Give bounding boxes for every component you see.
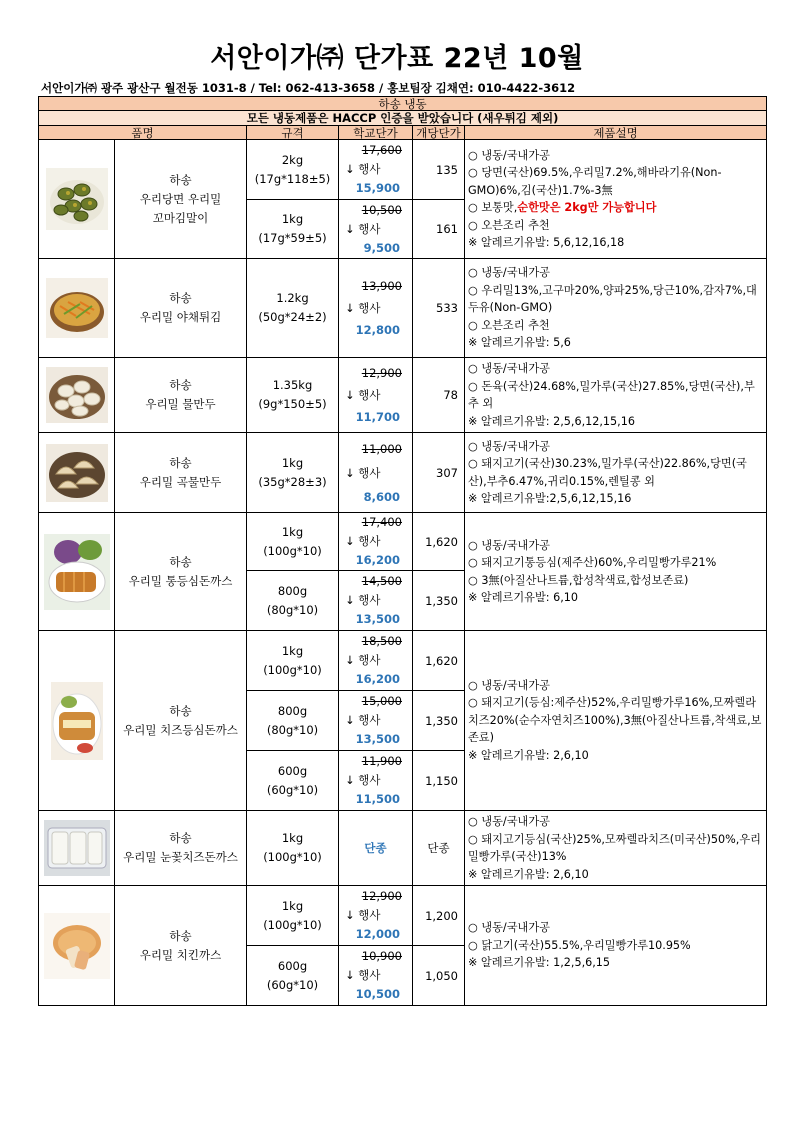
- event-price: 13,500: [355, 612, 400, 626]
- event-label: ↓ 행사: [345, 713, 381, 727]
- spec-cell: 1kg (100g*10): [247, 513, 339, 571]
- school-price-cell: [339, 571, 413, 631]
- product-image: [39, 631, 115, 811]
- product-image: [39, 513, 115, 631]
- header-unit-price: 개당단가: [413, 126, 465, 140]
- spec-cell: 1kg (100g*10): [247, 631, 339, 691]
- page-title: 서안이가㈜ 단가표 22년 10월: [210, 43, 584, 74]
- event-price: 16,200: [355, 553, 400, 567]
- product-brand: 하송: [169, 928, 192, 943]
- spec-cell: 1kg (35g*28±3): [247, 433, 339, 513]
- product-image: [39, 811, 115, 886]
- spec-cell: 1kg (100g*10): [247, 886, 339, 946]
- spec-cell: 2kg (17g*118±5): [247, 140, 339, 200]
- table-row: [39, 433, 767, 513]
- school-price-cell: [339, 886, 413, 946]
- vegetable-fritter-image: [46, 278, 108, 338]
- spec-cell: 1.35kg (9g*150±5): [247, 358, 339, 433]
- old-price: 17,600: [361, 143, 402, 157]
- dumpling-image: [46, 367, 108, 423]
- old-price: 18,500: [361, 634, 402, 648]
- table-row: [39, 811, 767, 886]
- product-image: [39, 259, 115, 358]
- event-label: ↓ 행사: [345, 388, 381, 402]
- product-description: ○ 냉동/국내가공 ○ 돈육(국산)24.68%,밀가루(국산)27.85%,당면(국산),부추 외 ※ 알레르기유발: 2,5,6,12,15,16: [465, 358, 767, 433]
- event-price: 15,900: [355, 181, 400, 195]
- spec-cell: 600g (60g*10): [247, 751, 339, 811]
- product-description: ○ 냉동/국내가공 ○ 돼지고기통등심(제주산)60%,우리밀빵가루21% ○ 3無(아질산나트륨,합성착색료,합성보존료) ※ 알레르기유발: 6,10: [465, 513, 767, 631]
- table-row: [39, 886, 767, 946]
- product-name: 우리밀 야채튀김: [139, 310, 222, 324]
- table-row: [39, 259, 767, 358]
- event-label: ↓ 행사: [345, 593, 381, 607]
- table-row: [39, 140, 767, 200]
- event-price: 12,800: [355, 323, 400, 337]
- school-price-cell: [339, 259, 413, 358]
- product-brand: 하송: [169, 378, 192, 392]
- school-price-cell: [339, 751, 413, 811]
- product-description: ○ 냉동/국내가공 ○ 우리밀13%,고구마20%,양파25%,당근10%,감자7%,대두유(Non-GMO) ○ 오븐조리 추천 ※ 알레르기유발: 5,6: [465, 259, 767, 358]
- pork-cutlet-image: [44, 534, 110, 610]
- product-name: 우리당면 우리밀: [139, 191, 222, 206]
- unit-price: 1,350: [413, 691, 465, 751]
- product-brand: 하송: [169, 554, 192, 569]
- event-label: ↓ 행사: [345, 162, 381, 176]
- header-name: 품명: [39, 126, 247, 140]
- spec-cell: 600g (60g*10): [247, 946, 339, 1006]
- spec-cell: 1.2kg (50g*24±2): [247, 259, 339, 358]
- unit-price: 1,050: [413, 946, 465, 1006]
- event-price: 11,500: [355, 792, 400, 806]
- product-description: ○ 냉동/국내가공 ○ 돼지고기(국산)30.23%,밀가루(국산)22.86%,당면(국산),부추6.47%,귀리0.15%,렌틸콩 외 ※ 알레르기유발:2,5,6,12,15,16: [465, 433, 767, 513]
- event-label: ↓ 행사: [345, 653, 381, 667]
- old-price: 10,500: [361, 202, 402, 217]
- event-price: 12,000: [355, 927, 400, 941]
- event-label: ↓ 행사: [345, 221, 381, 236]
- product-name-line2: 꼬마김말이: [152, 210, 209, 225]
- event-label: ↓ 행사: [345, 534, 381, 548]
- spec-cell: 1kg (100g*10): [247, 811, 339, 886]
- product-description: ○ 냉동/국내가공 ○ 닭고기(국산)55.5%,우리밀빵가루10.95% ※ 알레르기유발: 1,2,5,6,15: [465, 886, 767, 1006]
- school-price-cell: [339, 140, 413, 200]
- product-image: [39, 140, 115, 259]
- category-band: 하송 냉동: [39, 97, 767, 111]
- school-price-cell: [339, 358, 413, 433]
- unit-price: 1,150: [413, 751, 465, 811]
- product-name: 우리밀 눈꽃치즈돈까스: [123, 850, 238, 864]
- event-price: 13,500: [355, 732, 400, 746]
- snowflake-cheese-cutlet-image: [44, 820, 110, 876]
- old-price: 11,900: [361, 754, 402, 768]
- school-price-cell: [339, 946, 413, 1006]
- old-price: 12,900: [361, 889, 402, 903]
- unit-price: 161: [413, 200, 465, 259]
- school-price-cell: [339, 433, 413, 513]
- unit-price: 1,200: [413, 886, 465, 946]
- event-label: ↓ 행사: [345, 908, 381, 922]
- old-price: 11,000: [361, 441, 402, 456]
- grain-dumpling-image: [46, 444, 108, 502]
- product-name: 우리밀 곡물만두: [139, 474, 222, 489]
- event-price: 10,500: [355, 987, 400, 1001]
- table-row: [39, 631, 767, 691]
- event-label: ↓ 행사: [345, 465, 381, 480]
- event-price: 8,600: [363, 489, 400, 504]
- product-brand: 하송: [169, 291, 192, 305]
- header-spec: 규격: [247, 126, 339, 140]
- unit-price: 1,620: [413, 631, 465, 691]
- product-name: 우리밀 물만두: [145, 397, 216, 411]
- product-image: [39, 358, 115, 433]
- notice-red: 순한맛은 2kg만 가능합니다: [517, 201, 657, 214]
- spec-cell: 800g (80g*10): [247, 691, 339, 751]
- header-school-price: 학교단가: [339, 126, 413, 140]
- unit-price: 533: [413, 259, 465, 358]
- product-brand: 하송: [169, 831, 192, 845]
- product-brand: 하송: [169, 172, 192, 187]
- price-table: [38, 96, 767, 1006]
- company-contact: 서안이가㈜ 광주 광산구 월전동 1031-8 / Tel: 062-413-3658 / 홍보팀장 김채연: 010-4422-3612: [41, 81, 576, 95]
- spec-cell: 800g (80g*10): [247, 571, 339, 631]
- event-price: 9,500: [363, 240, 400, 255]
- table-row: [39, 358, 767, 433]
- old-price: 17,400: [361, 515, 402, 529]
- header-description: 제품설명: [465, 126, 767, 140]
- unit-price: 135: [413, 140, 465, 200]
- school-price-cell: [339, 691, 413, 751]
- discontinued-label: 단종: [339, 811, 413, 886]
- product-name: 우리밀 치킨까스: [139, 947, 222, 962]
- unit-price: 307: [413, 433, 465, 513]
- event-price: 16,200: [355, 672, 400, 686]
- old-price: 15,000: [361, 694, 402, 708]
- old-price: 10,900: [361, 949, 402, 963]
- spec-cell: 1kg (17g*59±5): [247, 200, 339, 259]
- event-price: 11,700: [355, 410, 400, 424]
- old-price: 14,500: [361, 574, 402, 588]
- old-price: 12,900: [361, 366, 402, 380]
- discontinued-unit: 단종: [413, 811, 465, 886]
- product-brand: 하송: [169, 703, 192, 718]
- event-label: ↓ 행사: [345, 301, 381, 315]
- school-price-cell: [339, 631, 413, 691]
- gimmari-image: [46, 168, 108, 230]
- product-description: ○ 냉동/국내가공 ○ 당면(국산)69.5%,우리밀7.2%,해바라기유(Non-GMO)6%,김(국산)1.7%-3無 ○ 보통맛,순한맛은 2kg만 가능합니다 ○ 오븐조리 추천 ※ 알레르기유발: 5,6,12,16,18: [465, 140, 767, 259]
- school-price-cell: [339, 513, 413, 571]
- product-description: ○ 냉동/국내가공 ○ 돼지고기(등심:제주산)52%,우리밀빵가루16%,모짜렐라치즈20%(순수자연치즈100%),3無(아질산나트륨,착색료,보존료) ※ 알레르기유발: 2,6,10: [465, 631, 767, 811]
- unit-price: 1,350: [413, 571, 465, 631]
- cheese-cutlet-image: [51, 682, 103, 760]
- product-image: [39, 433, 115, 513]
- haccp-notice: 모든 냉동제품은 HACCP 인증을 받았습니다 (새우튀김 제외): [39, 111, 767, 126]
- product-name: 우리밀 치즈등심돈까스: [123, 722, 238, 737]
- event-label: ↓ 행사: [345, 968, 381, 982]
- product-brand: 하송: [169, 455, 192, 470]
- unit-price: 78: [413, 358, 465, 433]
- chicken-cutlet-image: [44, 913, 110, 979]
- table-row: [39, 513, 767, 571]
- event-label: ↓ 행사: [345, 773, 381, 787]
- product-image: [39, 886, 115, 1006]
- product-description: ○ 냉동/국내가공 ○ 돼지고기등심(국산)25%,모짜렐라치즈(미국산)50%,우리밀빵가루(국산)13% ※ 알레르기유발: 2,6,10: [465, 811, 767, 886]
- school-price-cell: [339, 200, 413, 259]
- product-name: 우리밀 통등심돈까스: [128, 573, 233, 588]
- old-price: 13,900: [361, 279, 402, 293]
- unit-price: 1,620: [413, 513, 465, 571]
